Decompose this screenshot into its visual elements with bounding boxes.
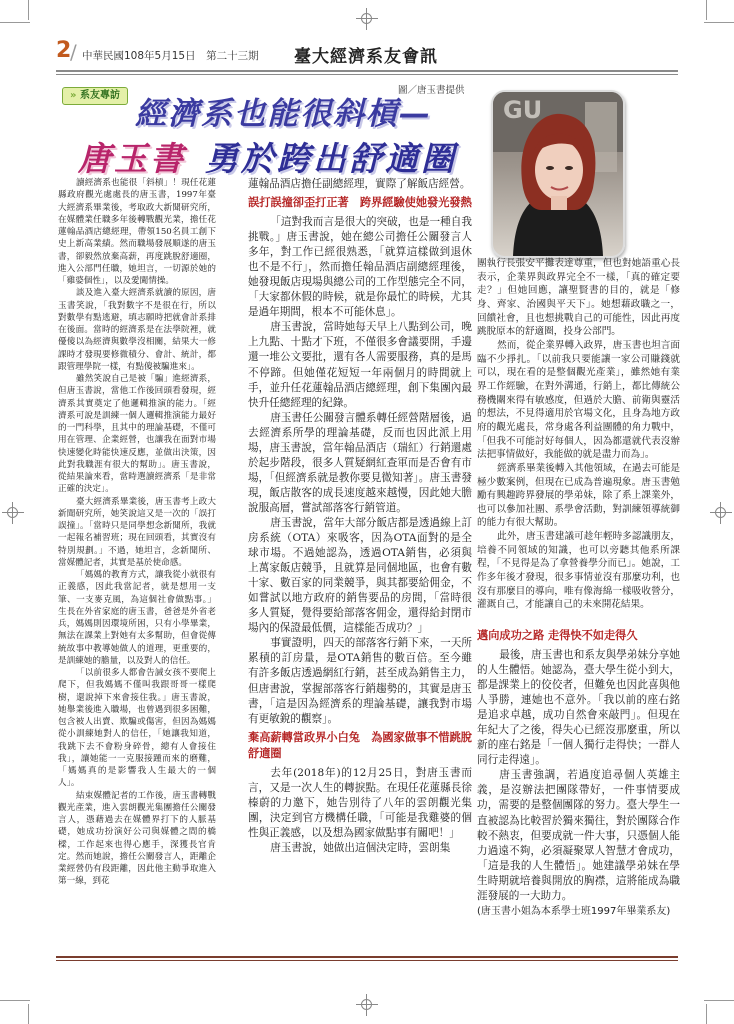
page-number: 2 — [56, 38, 72, 63]
headline-line1: 經濟系也能很斜槓— — [135, 96, 432, 132]
paragraph: 唐玉書說，當年大部分飯店都是透過線上訂房系統（OTA）來吸客，因為OTA面對的是全球市場。不過她認為，透過OTA銷售，必須與上萬家飯店競爭，且就算是同個地區，也會有數十家、數百家的同業競爭，與其都要給佣金，不如嘗試以地方政府的銷售要品的房間，「當時很多人質疑，覺得要給部落客佣金，還得給封閉市場內的保證最低價，這樣能否成功？」 — [248, 516, 472, 635]
paragraph: 經濟系畢業後轉入其他領域，在過去可能是極少數案例，但現在已成為普遍現象。唐玉書勉勵有興趣跨界發展的學弟妹，除了系上課業外，也可以參加社團、系學會活動，對訓練領導統御的能力有很大幫助。 — [477, 462, 680, 529]
paragraph: 談及進入臺大經濟系就讀的原因，唐玉書笑說，「我對數字不是很在行，所以對數學有點逃避，填志願時把就會計系排在後面。當時的經濟系是在法學院裡，就優傻以為經濟與數學沒相關，結果大一修課時才發現要修微積分、會計、統計，都跟管理學院一樣，有點傻被騙進來」。 — [58, 288, 216, 372]
paragraph: 唐玉書說，她做出這個決定時，雲朗集 — [270, 841, 451, 854]
crop-mark-bottom-right — [704, 1000, 734, 1001]
paragraph: 去年(2018年)的12月25日，對唐玉書而言，又是一次人生的轉捩點。在現任花蓮縣長徐榛蔚的力邀下，她告別待了八年的雲朗觀光集團，決定到官方機構任職，「可能是我雞婆的個性與正義感，以及想為國家做點事有關吧！」 — [248, 766, 472, 839]
paragraph: 唐玉書任公關發言體系轉任經營階層後，過去經濟系所學的理論基礎，反而也因此派上用場，唐玉書說，當年翰品酒店（瑞紅）行銷還處於起步階段，很多人質疑網紅查軍而是否會有市場，「但經濟系就是教你要見微知著」。唐玉書發現，飯店散客的成長速度越來越慢，因此她大膽說服高層，嘗試部落客行銷管道。 — [248, 411, 472, 514]
publication-name: 臺大經濟系友會訊 — [294, 47, 438, 67]
portrait-photo — [491, 90, 625, 258]
header-rule — [56, 70, 678, 72]
author-note: (唐玉書小姐為本系學士班1997年畢業系友) — [477, 905, 671, 917]
registration-mark-bottom — [356, 994, 378, 1016]
paragraph: 最後，唐玉書也和系友與學弟妹分享她的人生體悟。她認為，臺大學生從小到大，都是課業上的佼佼者，但難免也因此喜與他人爭勝，連她也不意外。「我以前的座右銘是追求卓越，成功自然會來敲門」。但現在年紀大了之後，得失心已經沒那麼重，所以新的座右銘是「一個人獨行走得快；一群人同行走得遠」。 — [477, 649, 680, 767]
paragraph: 「以前很多人都會告誡女孩不要爬上爬下，但我媽媽不僅叫我跟哥哥一樣爬樹，還說掉下來會接住我。」唐玉書說，她舉業後進入職場，也曾遇到很多困難，包含被人出賣、欺騙或傷害，但因為媽媽從小訓練她對人的信任，「她讓我知道，我跳下去不會粉身碎骨，總有人會接住我」，讓她能一一克服接踵而來的磨難，「媽媽真的是影響我人生最大的一個人」。 — [58, 668, 216, 789]
subheading: 誤打誤撞卻歪打正著 跨界經驗使她發光發熱 — [248, 196, 472, 210]
paragraph: 唐玉書強調，若過度追尋個人英雄主義，是沒辦法把團隊帶好，一件事情要成功，需要的是整個團隊的努力。臺大學生一直被認為比較習於獨來獨往，對於團隊合作較不熱衷，但要成就一件大事，只憑個人能力過遠不夠，必須凝聚眾人智慧才會成功，「這是我的人生體悟」。她建議學弟妹在學生時期就培養與開放的胸襟，這將能成為職涯發展的一大助力。 — [477, 769, 680, 902]
header-slash-divider: / — [70, 40, 77, 64]
section-tag — [62, 87, 128, 105]
paragraph: 讀經濟系也能很「斜槓」！現任花蓮縣政府觀光處處長的唐玉書，1997年臺大經濟系畢業後，考取政大新聞研究所，在媒體業任職多年後轉戰觀光業，擔任花蓮翰品酒店總經理，帶領150名員工創下史上新高業績。然而職場發展順遂的唐玉書，卻毅然放棄高薪，再度跳脫舒適圈，進入公部門任職，她坦言，一切源於她的「雞婆個性」，以及愛闖情操。 — [58, 178, 216, 286]
issue-date: 中華民國108年5月15日 第二十三期 — [82, 50, 259, 62]
footer-rule — [56, 956, 678, 958]
registration-mark-left — [2, 502, 24, 524]
article-column-3-lower — [477, 625, 680, 919]
subheading: 棄高薪轉當政界小白兔 為國家做事不惜跳脫舒適圈 — [248, 730, 472, 760]
paragraph: 結束媒體記者的工作後，唐玉書轉戰觀光產業，進入雲朗觀光集團擔任公關發言人，憑藉過去在媒體界打下的人脈基礎，她成功扮演好公司與媒體之間的橋樑，工作起來也得心應手，深獲長官肯定。然而她說，擔任公關發言人，距離企業經營仍有段距離，因此他主動爭取進入第一線，到花 — [58, 790, 216, 887]
crop-mark-bottom-left — [0, 1000, 30, 1001]
paragraph: 唐玉書說，當時她每天早上八點到公司，晚上九點、十點才下班，不僅很多會議要開，手邊還一堆公文要批，還有各人需要服務，真的是馬不停蹄。但她僅花短短一年兩個月的時間就上手，並升任花蓮翰品酒店總經理，創下集團內最快升任總經理的紀錄。 — [248, 321, 472, 409]
paragraph: 臺大經濟系畢業後，唐玉書考上政大新聞研究所，她笑說這又是一次的「誤打誤撞」。「當時只是同學想念新聞所，我就一起報名補習班；現在回頭看，其實沒有特別規劃。」不過，她坦言，念新聞所、當媒體記者，其實是基於使命感。 — [58, 496, 216, 568]
registration-mark-top — [356, 8, 378, 30]
footer-rule-thin — [56, 960, 678, 961]
crop-mark-top-right-v — [706, 0, 707, 20]
page-header — [56, 38, 676, 67]
crop-mark-top-left-v — [28, 0, 29, 20]
crop-mark-top-left — [0, 22, 30, 23]
photo-credit: 圖／唐玉書提供 — [398, 85, 465, 96]
double-chevron-icon: » — [70, 90, 77, 101]
crop-mark-bottom-right-v — [706, 1004, 707, 1024]
crop-mark-top-right — [704, 22, 734, 23]
article-column-2 — [248, 177, 472, 856]
subheading: 邁向成功之路 走得快不如走得久 — [477, 629, 638, 642]
article-column-1 — [58, 177, 216, 888]
paragraph: 此外，唐玉書建議可趁年輕時多認識朋友，培養不同領域的知識，也可以旁聽其他系所課程，「不見得是為了拿營養學分而已」。她說，工作多年後才發現，很多事情並沒有那麼功利，也沒有那麼目的導向，唯有像海綿一樣吸收營分，灌溉自己，才能讓自己的未來開花結果。 — [477, 531, 680, 611]
section-tag-label: 系友專訪 — [79, 90, 120, 101]
paragraph: 團執行長張安平攤表達尊重，但也對她語重心長表示，企業界與政界完全不一樣，「真的確定要走？」但她回應，讓聖賢書的目的，就是「修身、齊家、治國與平天下」。她想藉政職之一，回饋社會，且也想挑戰自己的可能性，因此再度跳脫原本的舒適圈，投身公部門。 — [477, 258, 680, 338]
paragraph: 雖然笑說自己是被「騙」進經濟系，但唐玉書說，當他工作後回頭看發現，經濟系其實奠定了他邏輯推演的能力。「經濟系可說是訓練一個人邏輯推演能力最好的一門科學，且其中的理論基礎，不僅可用在管理、企業經營，也讓我在面對市場快速變化時能快速反應，並做出決策，因此對我職涯有很大的幫助」。唐玉書說，從結果論來看，當時選讀經濟系「是非常正確的決定」。 — [58, 374, 216, 495]
header-rule-thin — [56, 74, 678, 75]
paragraph: 事實證明，四天的部落客行銷下來，一天所累積的訂房量，是OTA銷售的數百倍。至今雖有許多飯店透過網紅行銷，甚至成為銷售主力，但唐書說，掌握部落客行銷趨勢的，其實是唐玉書，「這是因為經濟系的理論基礎，讓我對市場有更敏銳的觀察」。 — [248, 637, 472, 725]
paragraph: 「媽媽的教育方式，讓我從小就很有正義感，因此我當記者，就是想用一支筆、一支麥克風，為這個社會做點事。」生長在外省家庭的唐玉書，爸爸是外省老兵，媽媽則因環境所困，只有小學畢業，無法在課業上對她有太多幫助，但會從傳統故事中教導她做人的道理，更重要的，是訓練她的膽量，以及對人的信任。 — [58, 570, 216, 666]
article-column-3 — [477, 257, 680, 612]
svg-text:GU: GU — [503, 96, 543, 124]
crop-mark-bottom-left-v — [28, 1004, 29, 1024]
headline-name: 唐玉書 — [78, 139, 186, 178]
headline-line2: 勇於跨出舒適圈 — [205, 139, 457, 178]
paragraph: 然而，從企業界轉入政界，唐玉書也坦言面臨不少掙扎。「以前我只要能讓一家公司賺錢就可以，現在看的是整個觀光產業」，雖然她有業界工作經驗，在對外溝通，行銷上，都比傳統公務機關來得有敏感度，但過於大膽、前衛與靈活的想法，不見得適用於官場文化，且身為地方政府的觀光處長，常身處各利益團體的角力戰中，「但我不可能討好每個人，因為都還就代表沒辦法把事情做好，我能做的就是盡力而為」。 — [477, 339, 680, 461]
registration-mark-right — [710, 502, 732, 524]
paragraph: 「這對我而言是很大的突破，也是一種自我挑戰。」唐玉書說，她在總公司擔任公關發言人多年，對工作已經很熟悉，「就算這樣做到退休也不是不行」，然而擔任翰品酒店副總經理後，她發現飯店現場與總公司的工作型態完全不同，「大家都休假的時候，就是你最忙的時候，尤其是過年期間，根本不可能休息」。 — [248, 216, 472, 319]
paragraph: 蓮翰品酒店擔任副總經理，實際了解飯店經營。 — [248, 178, 471, 190]
